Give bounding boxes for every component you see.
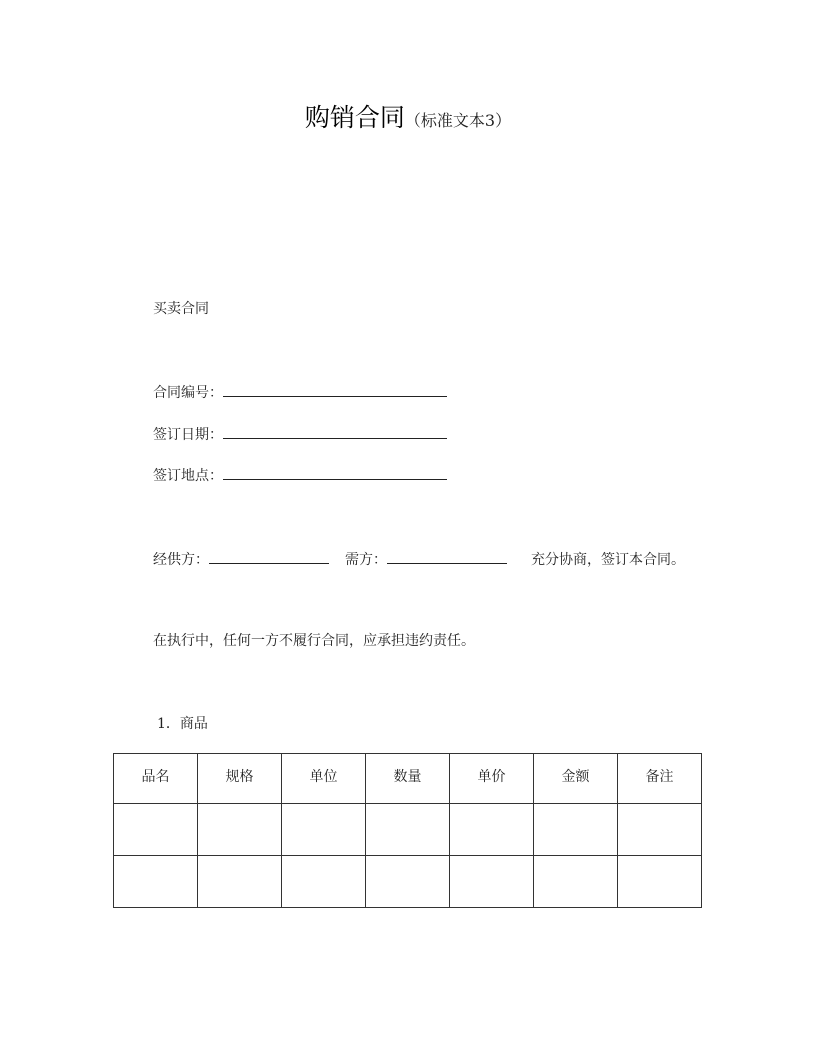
table-cell[interactable] xyxy=(618,856,702,908)
table-header-row xyxy=(114,754,702,804)
table-cell[interactable] xyxy=(282,856,366,908)
table-cell[interactable] xyxy=(450,856,534,908)
header-unit: 单位 xyxy=(282,754,366,804)
table-cell[interactable] xyxy=(198,856,282,908)
title-subtitle: （标准文本3） xyxy=(404,111,512,130)
breach-clause: 在执行中，任何一方不履行合同，应承担违约责任。 xyxy=(153,633,475,649)
table-cell[interactable] xyxy=(366,856,450,908)
field-signing-place xyxy=(153,465,447,485)
table-cell[interactable] xyxy=(114,804,198,856)
contract-number-input[interactable] xyxy=(223,395,447,397)
field-label: 合同编号： xyxy=(153,385,223,401)
header-unit-price: 单价 xyxy=(450,754,534,804)
header-amount: 金额 xyxy=(534,754,618,804)
parties-suffix: 充分协商，签订本合同。 xyxy=(531,552,685,568)
field-label: 签订地点： xyxy=(153,468,223,484)
field-label: 签订日期： xyxy=(153,427,223,443)
signing-place-input[interactable] xyxy=(223,478,447,480)
field-contract-number xyxy=(153,382,447,402)
table-cell[interactable] xyxy=(114,856,198,908)
header-product-name: 品名 xyxy=(114,754,198,804)
header-specification: 规格 xyxy=(198,754,282,804)
buyer-label: 需方： xyxy=(345,552,387,568)
supplier-input[interactable] xyxy=(209,562,329,564)
table-cell[interactable] xyxy=(198,804,282,856)
header-quantity: 数量 xyxy=(366,754,450,804)
signing-date-input[interactable] xyxy=(223,437,447,439)
goods-table xyxy=(113,753,702,908)
table-cell[interactable] xyxy=(282,804,366,856)
buyer-input[interactable] xyxy=(387,562,507,564)
parties-line xyxy=(153,549,685,569)
contract-heading: 买卖合同 xyxy=(153,301,209,317)
supplier-label: 经供方： xyxy=(153,552,209,568)
table-row xyxy=(114,856,702,908)
document-title xyxy=(0,98,816,134)
table-cell[interactable] xyxy=(534,856,618,908)
table-cell[interactable] xyxy=(618,804,702,856)
header-remarks: 备注 xyxy=(618,754,702,804)
title-main: 购销合同 xyxy=(304,103,405,132)
table-cell[interactable] xyxy=(366,804,450,856)
section-goods-heading: 1．商品 xyxy=(157,716,208,732)
table-cell[interactable] xyxy=(450,804,534,856)
table-cell[interactable] xyxy=(534,804,618,856)
field-signing-date xyxy=(153,424,447,444)
table-row xyxy=(114,804,702,856)
